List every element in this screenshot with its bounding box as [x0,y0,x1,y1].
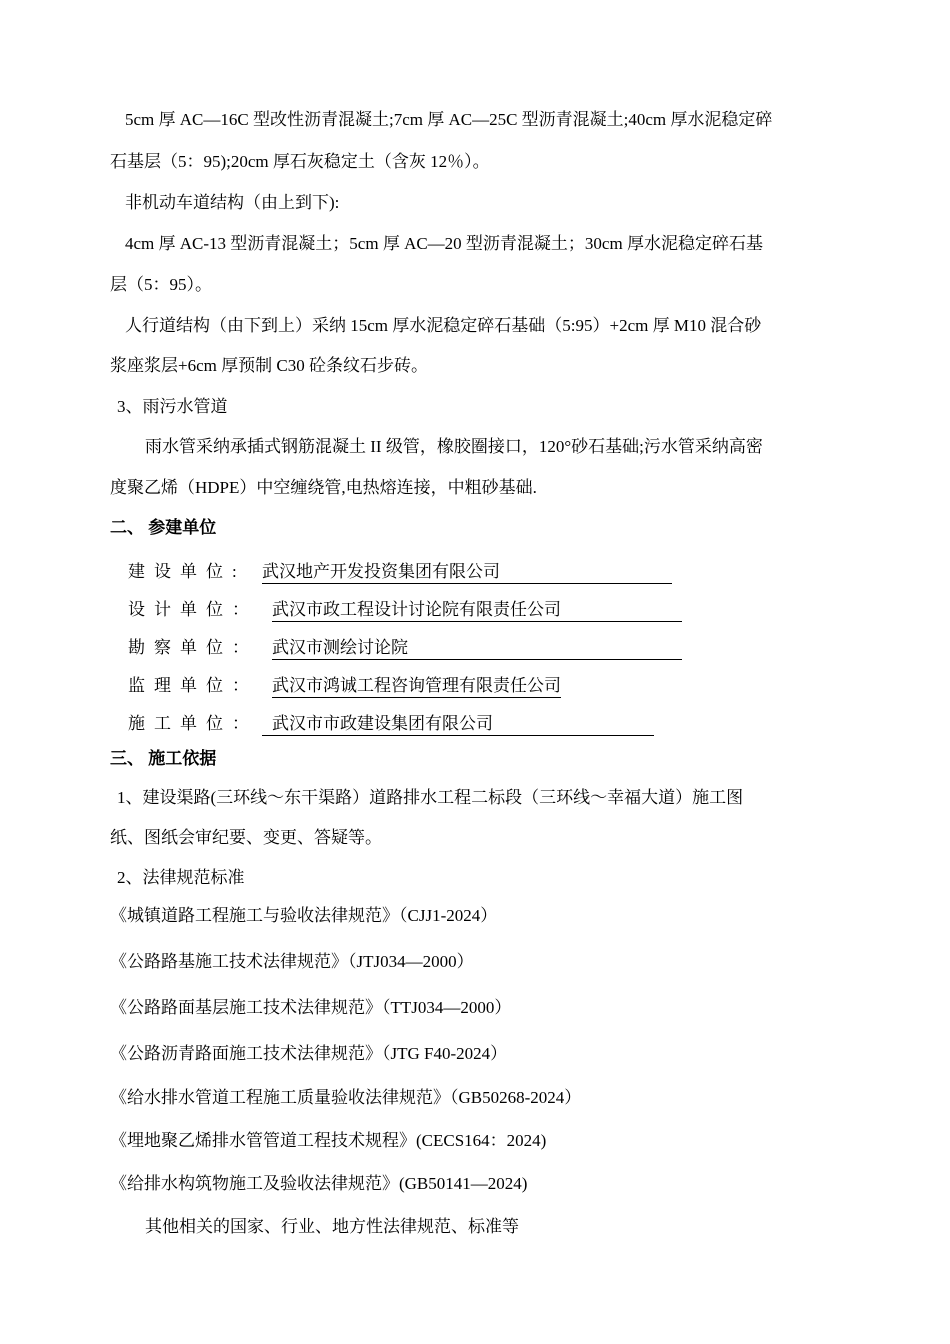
standard-item: 《公路路基施工技术法律规范》（JTJ034—2000） [110,952,474,971]
paragraph-line: 5cm 厚 AC—16C 型改性沥青混凝土;7cm 厚 AC—25C 型沥青混凝土;40cm 厚水泥稳定碎 [125,110,773,129]
paragraph-line: 度聚乙烯（HDPE）中空缠绕管,电热熔连接，中粗砂基础. [110,478,537,497]
unit-label: 建设单位: [128,562,246,581]
unit-label: 勘察单位： [128,638,258,657]
paragraph-line: 非机动车道结构（由上到下): [125,193,340,212]
standard-item: 《城镇道路工程施工与验收法律规范》（CJJ1-2024） [110,906,498,925]
standard-item: 《埋地聚乙烯排水管管道工程技术规程》(CECS164：2024) [110,1131,547,1150]
unit-value: 武汉市市政建设集团有限公司 [262,709,654,736]
section-heading: 二、 参建单位 [110,518,217,537]
closing-line: 其他相关的国家、行业、地方性法律规范、标准等 [145,1217,519,1236]
unit-value: 武汉地产开发投资集团有限公司 [262,557,672,584]
paragraph-line: 浆座浆层+6cm 厚预制 C30 砼条纹石步砖。 [110,356,428,375]
unit-value: 武汉市政工程设计讨论院有限责任公司 [272,595,682,622]
unit-value: 武汉市鸿诚工程咨询管理有限责任公司 [272,671,561,698]
standard-item: 《公路沥青路面施工技术法律规范》（JTG F40-2024） [110,1044,508,1063]
paragraph-line: 纸、图纸会审纪要、变更、答疑等。 [110,828,382,847]
unit-label: 监理单位： [128,676,258,695]
subheading: 2、法律规范标准 [117,868,245,887]
paragraph-line: 石基层（5：95);20cm 厚石灰稳定土（含灰 12％）。 [110,152,490,171]
standard-item: 《给排水构筑物施工及验收法律规范》(GB50141—2024) [110,1174,528,1193]
paragraph-line: 人行道结构（由下到上）采纳 15cm 厚水泥稳定碎石基础（5:95）+2cm 厚 M10 混合砂 [125,316,762,335]
paragraph-line: 1、建设渠路(三环线～东干渠路）道路排水工程二标段（三环线～幸福大道）施工图 [117,788,744,807]
section-heading: 三、 施工依据 [110,749,217,768]
unit-value: 武汉市测绘讨论院 [272,633,682,660]
paragraph-line: 层（5：95）。 [110,275,212,294]
subheading: 3、雨污水管道 [117,397,228,416]
unit-label: 设计单位： [128,600,258,619]
paragraph-line: 4cm 厚 AC-13 型沥青混凝土；5cm 厚 AC—20 型沥青混凝土；30cm 厚水泥稳定碎石基 [125,234,763,253]
paragraph-line: 雨水管采纳承插式钢筋混凝土 II 级管，橡胶圈接口，120°砂石基础;污水管采纳高密 [145,437,763,456]
standard-item: 《公路路面基层施工技术法律规范》（TTJ034—2000） [110,998,512,1017]
standard-item: 《给水排水管道工程施工质量验收法律规范》（GB50268-2024） [110,1088,582,1107]
unit-label: 施工单位： [128,714,258,733]
